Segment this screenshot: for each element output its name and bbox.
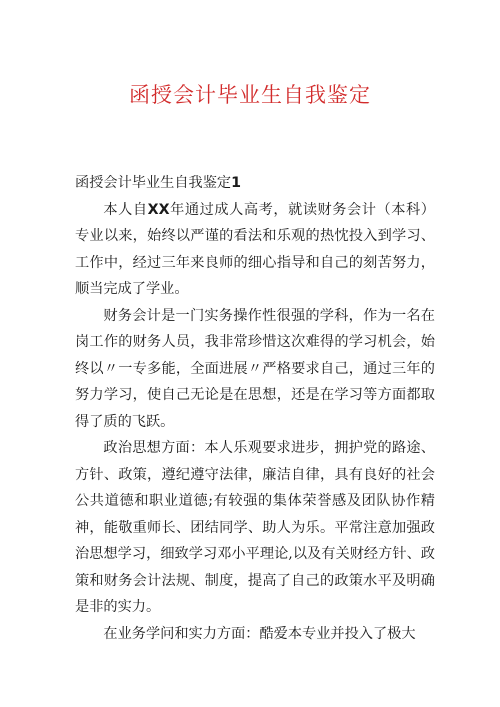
- subtitle-number: 1: [231, 175, 241, 191]
- document-title: 函授会计毕业生自我鉴定: [129, 83, 371, 107]
- paragraph-intro-after: 年通过成人高考，就读财务会计（本科）专业以来，始终以严谨的看法和乐观的热忱投入到学习、工作中，经过三年来良师的细心指导和自己的刻苦努力，顺当完成了学业。: [75, 201, 435, 297]
- subtitle-text: 函授会计毕业生自我鉴定: [75, 175, 232, 191]
- document-body: [75, 170, 435, 647]
- paragraph-politics: 政治思想方面：本人乐观要求进步，拥护党的路途、方针、政策，遵纪遵守法律，廉洁自律，具有良好的社会公共道德和职业道德;有较强的集体荣誉感及团队协作精神，能敬重师长、团结同学、助人为乐。平常注意加强政治思想学习，细致学习邓小平理论,以及有关财经方针、政策和财务会计法规、制度，提高了自己的政策水平及明确是非的实力。: [75, 440, 435, 615]
- paragraph-intro: [75, 197, 435, 303]
- paragraph-skills: 在业务学问和实力方面：酷爱本专业并投入了极大: [103, 625, 416, 642]
- paragraph-intro-before: 本人自: [103, 201, 148, 218]
- paragraph-study: 财务会计是一门实务操作性很强的学科，作为一名在岗工作的财务人员，我非常珍惜这次难得的学习机会，始终以〃一专多能，全面进展〃严格要求自己，通过三年的努力学习，使自己无论是在思想，还是在学习等方面都取得了质的飞跃。: [75, 307, 435, 430]
- year-placeholder: XX: [147, 201, 170, 218]
- document-subtitle: [75, 170, 435, 197]
